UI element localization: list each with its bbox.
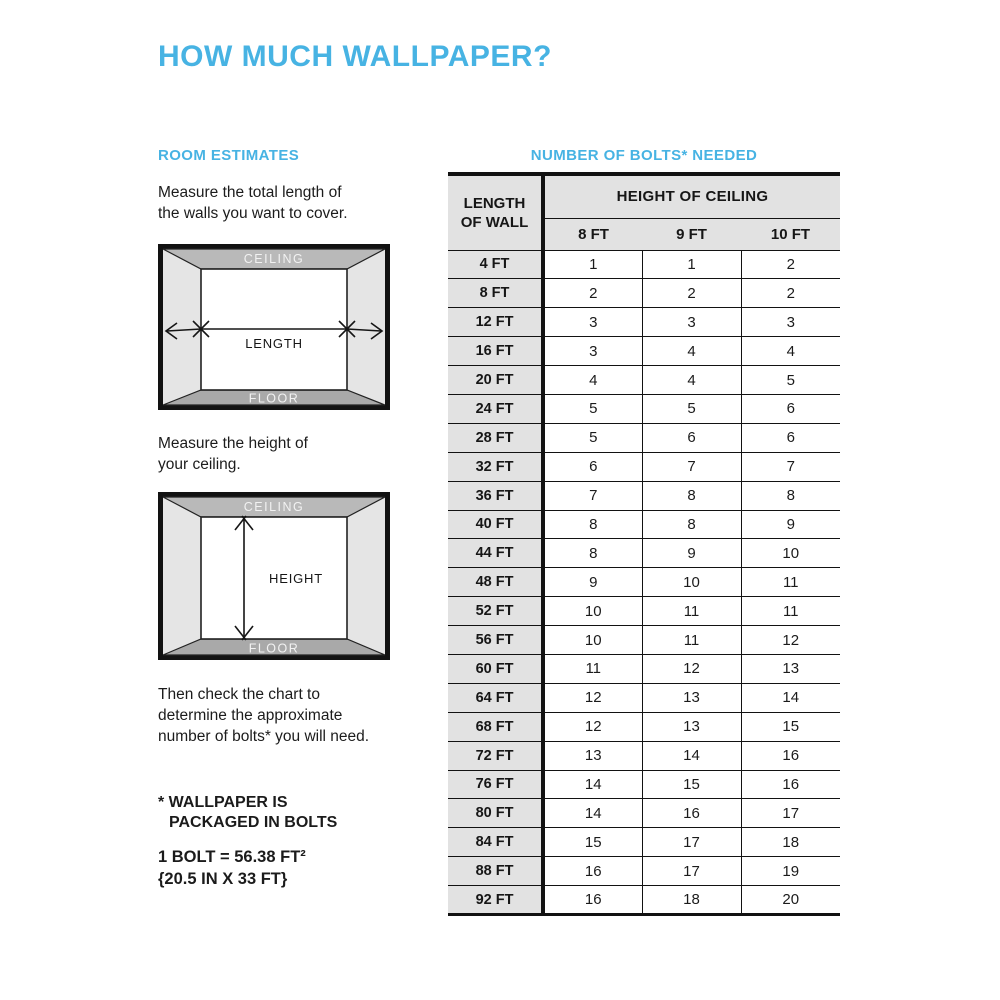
bolts-count-cell: 10 <box>543 626 642 655</box>
bolts-count-cell: 5 <box>642 394 741 423</box>
bolts-count-cell: 18 <box>642 886 741 915</box>
bolts-count-cell: 18 <box>741 828 840 857</box>
ceiling-label: CEILING <box>243 500 305 514</box>
table-row <box>448 741 840 770</box>
bolts-count-cell: 11 <box>741 568 840 597</box>
wall-length-cell: 80 FT <box>448 799 543 828</box>
wall-length-cell: 84 FT <box>448 828 543 857</box>
bolts-count-cell: 8 <box>543 539 642 568</box>
subheader-8ft: 8 FT <box>543 218 642 250</box>
wall-length-cell: 56 FT <box>448 626 543 655</box>
floor-label: FLOOR <box>248 641 300 656</box>
table-row <box>448 308 840 337</box>
bolts-count-cell: 4 <box>741 337 840 366</box>
wall-length-cell: 24 FT <box>448 394 543 423</box>
room-estimates-heading: ROOM ESTIMATES <box>158 147 300 164</box>
length-dimension-label: LENGTH <box>245 336 303 351</box>
bolts-count-cell: 13 <box>642 712 741 741</box>
bolts-count-cell: 9 <box>741 510 840 539</box>
bolts-count-cell: 5 <box>741 366 840 395</box>
bolts-count-cell: 2 <box>543 279 642 308</box>
wall-length-cell: 60 FT <box>448 654 543 683</box>
table-row <box>448 770 840 799</box>
bolts-count-cell: 19 <box>741 857 840 886</box>
bolts-count-cell: 10 <box>642 568 741 597</box>
height-dimension-label: HEIGHT <box>269 571 323 586</box>
table-row <box>448 626 840 655</box>
instruction-line: number of bolts* you will need. <box>158 728 370 745</box>
instruction-line: the walls you want to cover. <box>158 205 348 222</box>
note-line: * WALLPAPER IS <box>158 794 288 811</box>
bolts-count-cell: 14 <box>642 741 741 770</box>
table-header-row <box>448 174 840 218</box>
table-row <box>448 568 840 597</box>
wall-length-cell: 4 FT <box>448 250 543 279</box>
bolts-count-cell: 8 <box>642 510 741 539</box>
bolts-count-cell: 8 <box>543 510 642 539</box>
bolts-count-cell: 4 <box>543 366 642 395</box>
instruction-line: determine the approximate <box>158 707 343 724</box>
bolts-count-cell: 7 <box>543 481 642 510</box>
room-height-diagram <box>158 492 390 660</box>
wall-length-cell: 20 FT <box>448 366 543 395</box>
wall-length-cell: 68 FT <box>448 712 543 741</box>
table-row <box>448 654 840 683</box>
bolts-count-cell: 1 <box>543 250 642 279</box>
wall-length-cell: 28 FT <box>448 423 543 452</box>
bolts-count-cell: 14 <box>543 799 642 828</box>
bolts-count-cell: 17 <box>642 828 741 857</box>
table-row <box>448 886 840 915</box>
bolts-count-cell: 6 <box>741 394 840 423</box>
wall-length-cell: 12 FT <box>448 308 543 337</box>
wall-length-cell: 88 FT <box>448 857 543 886</box>
table-row <box>448 539 840 568</box>
wall-length-cell: 64 FT <box>448 683 543 712</box>
bolts-count-cell: 16 <box>543 857 642 886</box>
subheader-9ft: 9 FT <box>642 218 741 250</box>
instruction-check-chart <box>158 684 369 747</box>
bolts-count-cell: 7 <box>741 452 840 481</box>
bolts-count-cell: 14 <box>741 683 840 712</box>
table-row <box>448 481 840 510</box>
bolts-table <box>448 172 840 916</box>
instruction-line: Measure the total length of <box>158 184 342 201</box>
bolts-count-cell: 3 <box>642 308 741 337</box>
floor-label: FLOOR <box>248 391 300 406</box>
bolts-count-cell: 12 <box>741 626 840 655</box>
bolts-count-cell: 13 <box>642 683 741 712</box>
bolts-count-cell: 8 <box>741 481 840 510</box>
wall-length-cell: 32 FT <box>448 452 543 481</box>
table-row <box>448 857 840 886</box>
bolts-count-cell: 6 <box>741 423 840 452</box>
bolts-count-cell: 6 <box>642 423 741 452</box>
bolts-count-cell: 15 <box>642 770 741 799</box>
bolts-count-cell: 6 <box>543 452 642 481</box>
bolts-count-cell: 7 <box>642 452 741 481</box>
bolts-count-cell: 9 <box>543 568 642 597</box>
table-row <box>448 279 840 308</box>
table-row <box>448 597 840 626</box>
table-row <box>448 828 840 857</box>
wall-length-cell: 16 FT <box>448 337 543 366</box>
bolts-count-cell: 11 <box>642 626 741 655</box>
bolts-count-cell: 11 <box>642 597 741 626</box>
wall-length-cell: 36 FT <box>448 481 543 510</box>
bolts-count-cell: 17 <box>642 857 741 886</box>
bolts-count-cell: 5 <box>543 423 642 452</box>
wall-length-cell: 8 FT <box>448 279 543 308</box>
bolts-needed-heading: NUMBER OF BOLTS* NEEDED <box>530 147 758 164</box>
table-row <box>448 394 840 423</box>
wall-length-cell: 76 FT <box>448 770 543 799</box>
note-line: {20.5 IN X 33 FT} <box>158 870 288 888</box>
bolts-count-cell: 12 <box>642 654 741 683</box>
table-row <box>448 683 840 712</box>
bolts-count-cell: 14 <box>543 770 642 799</box>
bolts-count-cell: 2 <box>741 250 840 279</box>
table-row <box>448 337 840 366</box>
wall-length-cell: 52 FT <box>448 597 543 626</box>
bolts-count-cell: 3 <box>543 337 642 366</box>
header-line: OF WALL <box>460 213 529 231</box>
note-line: PACKAGED IN BOLTS <box>169 814 338 831</box>
bolts-count-cell: 16 <box>642 799 741 828</box>
bolts-count-cell: 3 <box>543 308 642 337</box>
bolts-count-cell: 1 <box>642 250 741 279</box>
table-row <box>448 250 840 279</box>
table-row <box>448 510 840 539</box>
bolts-count-cell: 8 <box>642 481 741 510</box>
bolts-count-cell: 15 <box>741 712 840 741</box>
wall-length-cell: 44 FT <box>448 539 543 568</box>
note-line: 1 BOLT = 56.38 FT² <box>158 848 306 866</box>
bolts-count-cell: 16 <box>741 741 840 770</box>
wall-length-cell: 72 FT <box>448 741 543 770</box>
bolts-count-cell: 17 <box>741 799 840 828</box>
table-row <box>448 799 840 828</box>
bolts-count-cell: 15 <box>543 828 642 857</box>
bolts-count-cell: 10 <box>543 597 642 626</box>
height-of-ceiling-header: HEIGHT OF CEILING <box>543 174 840 218</box>
table-row <box>448 366 840 395</box>
ceiling-label: CEILING <box>243 252 305 266</box>
wall-length-cell: 92 FT <box>448 886 543 915</box>
bolts-count-cell: 11 <box>543 654 642 683</box>
wall-length-cell: 48 FT <box>448 568 543 597</box>
length-of-wall-header <box>448 174 543 250</box>
bolts-count-cell: 20 <box>741 886 840 915</box>
bolts-count-cell: 4 <box>642 366 741 395</box>
instruction-line: Measure the height of <box>158 435 308 452</box>
bolts-count-cell: 5 <box>543 394 642 423</box>
bolts-count-cell: 9 <box>642 539 741 568</box>
bolts-table-body <box>448 250 840 914</box>
bolts-count-cell: 13 <box>741 654 840 683</box>
bolts-count-cell: 12 <box>543 683 642 712</box>
bolts-count-cell: 16 <box>741 770 840 799</box>
bolts-count-cell: 3 <box>741 308 840 337</box>
table-row <box>448 423 840 452</box>
bolts-count-cell: 2 <box>741 279 840 308</box>
wall-length-cell: 40 FT <box>448 510 543 539</box>
bolts-count-cell: 4 <box>642 337 741 366</box>
bolts-count-cell: 2 <box>642 279 741 308</box>
wallpaper-bolts-note <box>158 793 337 833</box>
instruction-measure-length <box>158 182 348 224</box>
instruction-line: your ceiling. <box>158 456 241 473</box>
bolts-count-cell: 16 <box>543 886 642 915</box>
instruction-measure-height <box>158 433 308 475</box>
bolts-count-cell: 13 <box>543 741 642 770</box>
header-line: LENGTH <box>463 194 526 212</box>
room-length-diagram <box>158 244 390 410</box>
bolts-count-cell: 11 <box>741 597 840 626</box>
bolts-count-cell: 10 <box>741 539 840 568</box>
subheader-10ft: 10 FT <box>741 218 840 250</box>
bolt-size-note <box>158 846 306 890</box>
table-row <box>448 452 840 481</box>
page-title: HOW MUCH WALLPAPER? <box>158 40 552 73</box>
bolts-count-cell: 12 <box>543 712 642 741</box>
table-row <box>448 712 840 741</box>
instruction-line: Then check the chart to <box>158 686 320 703</box>
